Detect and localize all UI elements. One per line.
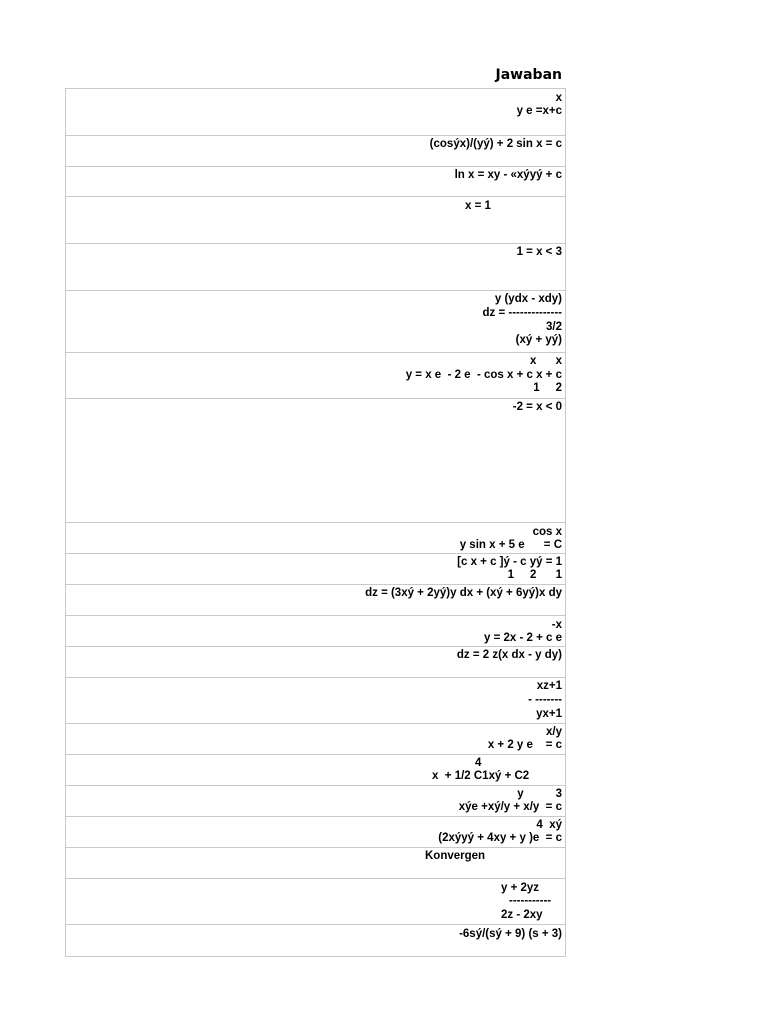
- table-row: [66, 291, 565, 353]
- table-row: [66, 817, 565, 848]
- table-row: [66, 925, 565, 956]
- answer-line: xýe +xý/y + x/y = c: [458, 801, 562, 813]
- table-row: [66, 647, 565, 678]
- answer-line: x: [555, 92, 562, 104]
- answer-line: y (ydx - xdy): [494, 293, 562, 305]
- table-row: [66, 353, 565, 399]
- answer-line: 4 xý: [536, 819, 562, 831]
- answer-line: 3/2: [546, 321, 562, 333]
- table-row: [66, 585, 565, 616]
- answer-line: y 3: [517, 788, 562, 800]
- answer-line: 2z - 2xy: [501, 909, 543, 921]
- answer-line: y sin x + 5 e = C: [459, 539, 562, 551]
- answer-line: ln x = xy - «xýyý + c: [454, 169, 562, 181]
- answer-line: xz+1: [536, 680, 562, 692]
- answer-line: (2xýyý + 4xy + y )e = c: [438, 832, 562, 844]
- answer-line: dz = --------------: [482, 307, 562, 319]
- table-row: [66, 167, 565, 197]
- answer-line: 4: [475, 757, 482, 769]
- answer-line: -2 = x < 0: [512, 401, 562, 413]
- answer-line: -x: [551, 619, 562, 631]
- table-row: [66, 786, 565, 817]
- page-title: Jawaban: [495, 67, 562, 83]
- table-row: [66, 136, 565, 167]
- answer-line: [c x + c ]ý - c yý = 1: [457, 556, 562, 568]
- table-row: [66, 197, 565, 244]
- answer-line: dz = (3xý + 2yý)y dx + (xý + 6yý)x dy: [365, 587, 562, 599]
- table-row: [66, 554, 565, 585]
- answer-line: - -------: [528, 694, 562, 706]
- answer-line: x + 2 y e = c: [487, 739, 562, 751]
- table-row: [66, 89, 565, 136]
- answer-line: x = 1: [465, 200, 491, 212]
- answer-line: (xý + yý): [515, 334, 562, 346]
- table-row: [66, 244, 565, 291]
- answer-table: [65, 88, 566, 957]
- table-row: [66, 848, 565, 879]
- answer-line: x + 1/2 C1xý + C2: [432, 770, 530, 782]
- answer-line: (cosýx)/(yý) + 2 sin x = c: [429, 138, 562, 150]
- answer-line: x/y: [546, 726, 562, 738]
- answer-line: yx+1: [536, 708, 562, 720]
- table-row: [66, 616, 565, 647]
- table-row: [66, 755, 565, 786]
- answer-line: Konvergen: [425, 850, 486, 862]
- answer-line: dz = 2 z(x dx - y dy): [456, 649, 562, 661]
- answer-line: y + 2yz: [501, 882, 540, 894]
- answer-line: y = 2x - 2 + c e: [483, 632, 562, 644]
- table-row: [66, 724, 565, 755]
- table-row: [66, 399, 565, 523]
- answer-line: -6sý/(sý + 9) (s + 3): [459, 928, 562, 940]
- table-row: [66, 523, 565, 554]
- answer-line: y = x e - 2 e - cos x + c x + c: [405, 369, 562, 381]
- answer-line: -----------: [509, 895, 552, 907]
- answer-line: cos x: [532, 526, 562, 538]
- answer-line: 1 2 1: [507, 569, 562, 581]
- answer-line: x x: [530, 355, 562, 367]
- answer-line: 1 2: [533, 382, 562, 394]
- table-row: [66, 678, 565, 724]
- answer-line: 1 = x < 3: [516, 246, 562, 258]
- table-row: [66, 879, 565, 925]
- answer-line: y e =x+c: [516, 105, 562, 117]
